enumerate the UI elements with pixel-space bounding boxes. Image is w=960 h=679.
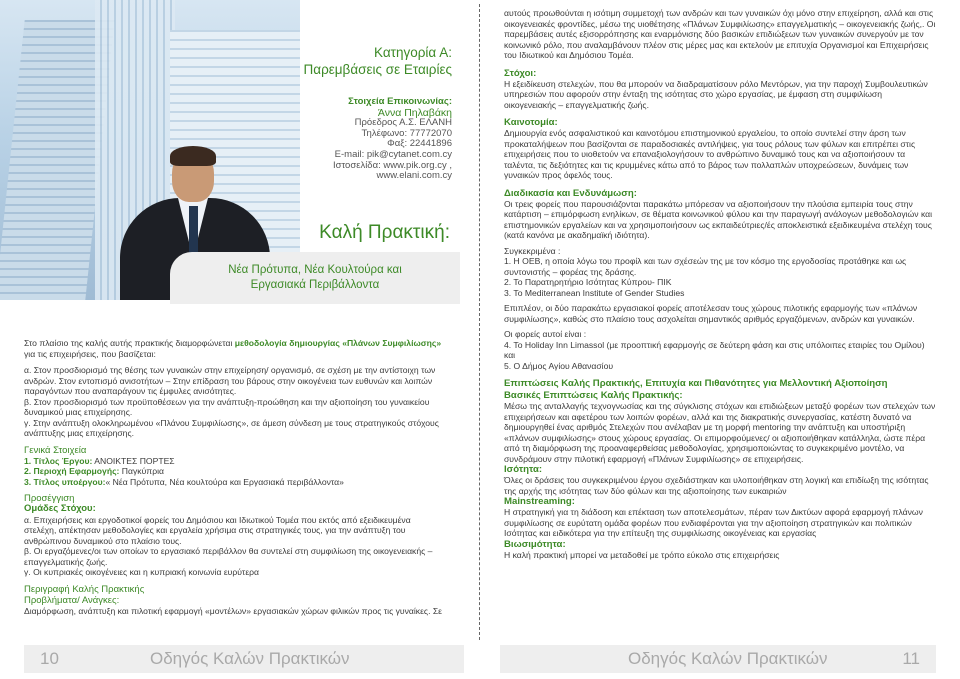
hair-shape — [170, 146, 216, 166]
equality-heading: Ισότητα: — [504, 464, 543, 475]
partner-2: 2. Το Παρατηρητήριο Ισότητας Κύπρου- ΠΙΚ — [504, 277, 672, 287]
contact-role: Πρόεδρος Α.Σ. ΕΛΑΝΗ — [354, 117, 452, 129]
innovation-heading: Καινοτομία: — [504, 117, 558, 128]
description-heading: Περιγραφή Καλής Πρακτικής — [24, 583, 145, 595]
intro-paragraph — [24, 338, 444, 359]
goals-text: Η εξειδίκευση στελεχών, που θα μπορούν να διαδραματίσουν ρόλο Μεντόρων, για την παροχή Συμβουλευτικών υπηρεσιών που αφορούν στην ένταξη της ισότητας στο χώρο εργασίας, με έμφαση στη συμφιλίωση οικογενειακής – επαγγελματικής ζωής. — [504, 78, 928, 110]
point-c: γ. Στην ανάπτυξη ολοκληρωμένου «Πλάνου Συμφιλίωσης», σε άμεση σύνδεση με τους στρατηγικούς στόχους ανάπτυξης μιας επιχείρησης. — [24, 417, 439, 438]
contact-fax: Φαξ: 22441896 — [387, 138, 452, 150]
contact-phone: Τηλέφωνο: 77772070 — [361, 127, 452, 139]
general-heading: Γενικά Στοιχεία — [24, 444, 87, 456]
general-item-2-label: 2. Περιοχή Εφαρμογής: — [24, 466, 120, 476]
footer-title-left: Οδηγός Καλών Πρακτικών — [150, 649, 350, 668]
pilot-text: Επιπλέον, οι δύο παρακάτω εργασιακοί φορείς αποτέλεσαν τους χώρους πιλοτικής εφαρμογής των «πλάνων συμφιλίωσης», καθώς στο πλαίσιο τους ασχολείται σημαντικός αριθμός εργαζόμενων, ανδρών και γυναικών. — [504, 303, 918, 324]
right-body-text — [504, 8, 936, 560]
general-item-1 — [24, 456, 444, 467]
page-number-left: 10 — [40, 649, 59, 668]
innovation-text: Δημιουργία ενός ασφαλιστικού και καινοτόμου επιστημονικού εργαλείου, το οποίο συντελεί στην άρση των προκαταλήψεων που βασίζονται σε παραδοσιακές αντιλήψεις, για τους ρόλους των φύλων και επιτρέπει στις επιχειρήσεις που το υιοθετούν να επαναξιολογήσουν το ανθρώπινο δυναμικό τους και να αξιοποιήσουν τα ταλέντα, τις δεξιότητες και τις κρυμμένες κάτω από το βάρος των πολλαπλών υποχρεώσεων, δυνάμεις των γυναικών προς όφελός τους. — [504, 128, 916, 180]
equality-text: Όλες οι δράσεις του συγκεκριμένου έργου σχεδιάστηκαν και υλοποιήθηκαν στη λογική και επιδίωξη της ισότητας της αρχής της ισότητας των δύο φύλων και της αξιοποίησης των ευκαιριών — [504, 475, 929, 496]
target-c: γ. Οι κυπριακές οικογένειες και η κυπριακή κοινωνία ευρύτερα — [24, 567, 260, 577]
contact-website-1: Ιστοσελίδα: www.pik.org.cy , — [332, 159, 452, 171]
basic-impacts-text: Μέσω της ανταλλαγής τεχνογνωσίας και της σύγκλισης στόχων και επιδιώξεων μεταξύ φορέων των στελεχών των επιχειρήσεων και αφετέρου των λοιπών φορέων, αλλά και της διακρατικής συνεργασίας, κατέστη δυνατό να δημιουργηθεί ένας αριθμός Στελεχών που ανέλαβαν με τη μορφή mentoring την ανάπτυξη και υποστήριξη «πλάνων συμφιλίωσης» στους χώρους εργασίας. Οι επιμορφούμενες/ οι αξιοποιήθηκαν κατάλληλα, ώστε πέρα από τη διαμόρφωση της προαναφερθείσας μεθοδολογίας, χρησιμοποιώντας το συγκεκριμένο μοντέλο, να συνδράμουν στην πιλοτική εφαρμογή «Πλάνων Συμφιλίωσης» σε επιχειρήσεις. — [504, 401, 936, 464]
footer-title-right: Οδηγός Καλών Πρακτικών — [628, 649, 828, 668]
sustainability-text: Η καλή πρακτική μπορεί να μεταδοθεί με τρόπο εύκολο στις επιχειρήσεις — [504, 549, 780, 560]
left-body-text — [24, 338, 444, 616]
good-practice-title: Καλή Πρακτική: — [319, 222, 450, 243]
goals-section — [504, 68, 936, 111]
intro-post: για τις επιχειρήσεις, που βασίζεται: — [24, 348, 156, 359]
process-section — [504, 188, 936, 372]
banner-line2: Εργασιακά Περιβάλλοντα — [250, 279, 380, 291]
general-item-3-value: « Νέα Πρότυπα, Νέα κουλτούρα και Εργασιακά περιβάλλοντα» — [105, 476, 344, 487]
innovation-section — [504, 117, 936, 181]
banner-line1: Νέα Πρότυπα, Νέα Κουλτούρα και — [228, 264, 402, 276]
general-item-3 — [24, 477, 444, 488]
goals-heading: Στόχοι: — [504, 67, 537, 79]
entity-4: 4. Το Holiday Inn Limassol (με προοπτική εφαρμογής σε δεύτερη φάση και στις υπόλοιπες εταιρίες του Ομίλου) και — [504, 339, 925, 360]
impact-heading: Επιπτώσεις Καλής Πρακτικής, Επιτυχία και Πιθανότητες για Μελλοντική Αξιοποίηση — [504, 378, 888, 389]
general-item-2-value: Παγκύπρια — [119, 466, 164, 476]
partner-1: 1. Η ΟΕΒ, η οποία λόγω του προφίλ και των σχέσεών της με τον κόσμο της εργοδοσίας προτάθηκε και ως συντονιστής – φορέας της δράσης. — [504, 256, 907, 277]
contact-website-2: www.elani.com.cy — [376, 170, 452, 182]
basic-impacts-heading: Βασικές Επιπτώσεις Καλής Πρακτικής: — [504, 390, 683, 401]
problems-heading: Προβλήματα/ Ανάγκες: — [24, 594, 120, 606]
general-item-2 — [24, 466, 444, 477]
page-number-right: 11 — [902, 649, 920, 668]
continued-paragraph: αυτούς προωθούνται η ισότιμη συμμετοχή των ανδρών και των γυναικών όχι μόνο στην επιχείρηση, αλλά και στις οικογενειακές φροντίδες, μέσω της υιοθέτησης «Πλάνων Συμφιλίωσης» επαγγελματικής – οικογενειακής ζωής,. Οι παρεμβάσεις αυτές εξισορρόπησης και εναρμόνισης δύο βασικών επιδιώξεων των γυναικών συνεργούν με τον κοινωνικό ρόλο, που αναλαμβάνουν πλέον στις μέρες μας και εκτελούν με επιτυχία Οργανισμοί και Επιχειρήσεις του Ιδιωτικού και Δημόσιου Τομέα. — [504, 8, 936, 60]
category-line1: Κατηγορία Α: — [374, 45, 452, 60]
partner-3: 3. To Mediterranean Institute of Gender Studies — [504, 287, 685, 298]
contact-block — [333, 97, 452, 182]
contact-title: Στοιχεία Επικοινωνίας: — [348, 96, 452, 107]
mainstreaming-heading: Mainstreaming: — [504, 496, 575, 507]
point-b: β. Στον προσδιορισμό των προϋποθέσεων για την ανάπτυξη-προώθηση και την αξιοποίηση του γυναικείου δυναμικού μιας επιχείρησης. — [24, 396, 430, 417]
process-heading: Διαδικασία και Ενδυνάμωση: — [504, 187, 637, 199]
category-line2: Παρεμβάσεις σε Εταιρίες — [303, 62, 452, 77]
contact-name: Άννα Πηλαβάκη — [377, 106, 452, 119]
process-text: Οι τρεις φορείς που παρουσιάζονται παρακάτω μπόρεσαν να αξιοποιήσουν την πλούσια εμπειρία τους στην κατάρτιση – επιμόρφωση ενηλίκων, σε θέματα κοινωνικού φύλου και την παραγωγή ανάλογων μεθοδολογιών και επιστημονικών εργαλείων και να χρησιμοποιήσουν ως εκπαιδεύτριες/ές αποκλειστικά εξειδικευμένα στελέχη τους (κατά κανόνα με ακαδημαϊκή ιδιότητα). — [504, 198, 933, 240]
target-a: α. Επιχειρήσεις και εργοδοτικοί φορείς του Δημόσιου και Ιδιωτικού Τομέα που εκτός από εξειδικευμένα στελέχη, απέκτησαν μεθοδολογίες και εργαλεία χρήσιμα στις στρατηγικές τους, για την ανάπτυξη του ανθρώπινου δυναμικού στο πλαίσιο τους. — [24, 514, 411, 546]
mainstreaming-text: Η στρατηγική για τη διάδοση και επέκταση των αποτελεσμάτων, πέραν των Δικτύων αφορά εφαρμογή πλάνων συμφιλίωσης σε ευρύτατη ομάδα φορέων που ενδιαφέρονται για την αξιοποίηση στρατηγικών και πολιτικών Ισότητας και ειδικότερα για την επίτευξη της συμφιλίωσης οικογένειας και εργασίας — [504, 507, 923, 538]
left-footer — [24, 645, 464, 673]
impact-section — [504, 378, 936, 560]
contact-email: E-mail: pik@cytanet.com.cy — [334, 148, 452, 160]
general-item-1-value: ΑΝΟΙΚΤΕΣ ΠΟΡΤΕΣ — [92, 455, 175, 466]
page-divider — [479, 4, 480, 640]
sustainability-heading: Βιωσιμότητα: — [504, 538, 566, 550]
target-groups-heading: Ομάδες Στόχου: — [24, 503, 96, 514]
entities-label: Οι φορείς αυτοί είναι : — [504, 329, 587, 339]
intro-pre: Στο πλαίσιο της καλής αυτής πρακτικής διαμορφώνεται — [24, 338, 235, 348]
banner-title — [170, 263, 460, 293]
partners-label: Συγκεκριμένα : — [504, 245, 561, 256]
intro-highlight: μεθοδολογία δημιουργίας «Πλάνων Συμφιλίωσης» — [234, 338, 442, 348]
target-b: β. Οι εργαζόμενες/οι των οποίων το εργασιακό περιβάλλον θα συντελεί στη συμφιλίωση της οικογενειακής – επαγγελματικής ζωής. — [24, 546, 433, 567]
right-footer — [500, 645, 936, 673]
point-a: α. Στον προσδιορισμό της θέσης των γυναικών στην επιχείρηση/ οργανισμό, σε σχέση με την αντίστοιχη των ανδρών. Στον εντοπισμό ανισοτήτων – Στην επίδραση του βάρους στην οικογένεια των ευθυνών και λοιπών παραγόντων που αναπαράγουν τις έμφυλες ανισότητες. — [24, 365, 436, 396]
general-item-3-label: 3. Τίτλος υποέργου: — [24, 476, 106, 487]
entity-5: 5. Ο Δήμος Αγίου Αθανασίου — [504, 360, 614, 371]
problems-text: Διαμόρφωση, ανάπτυξη και πιλοτική εφαρμογή «μοντέλων» εργασιακών χώρων φιλικών προς τις γυναίκες. Σε — [24, 605, 442, 616]
category-heading — [304, 44, 452, 78]
general-item-1-label: 1. Τίτλος Έργου: — [24, 455, 93, 466]
approach-heading: Προσέγγιση — [24, 493, 75, 504]
